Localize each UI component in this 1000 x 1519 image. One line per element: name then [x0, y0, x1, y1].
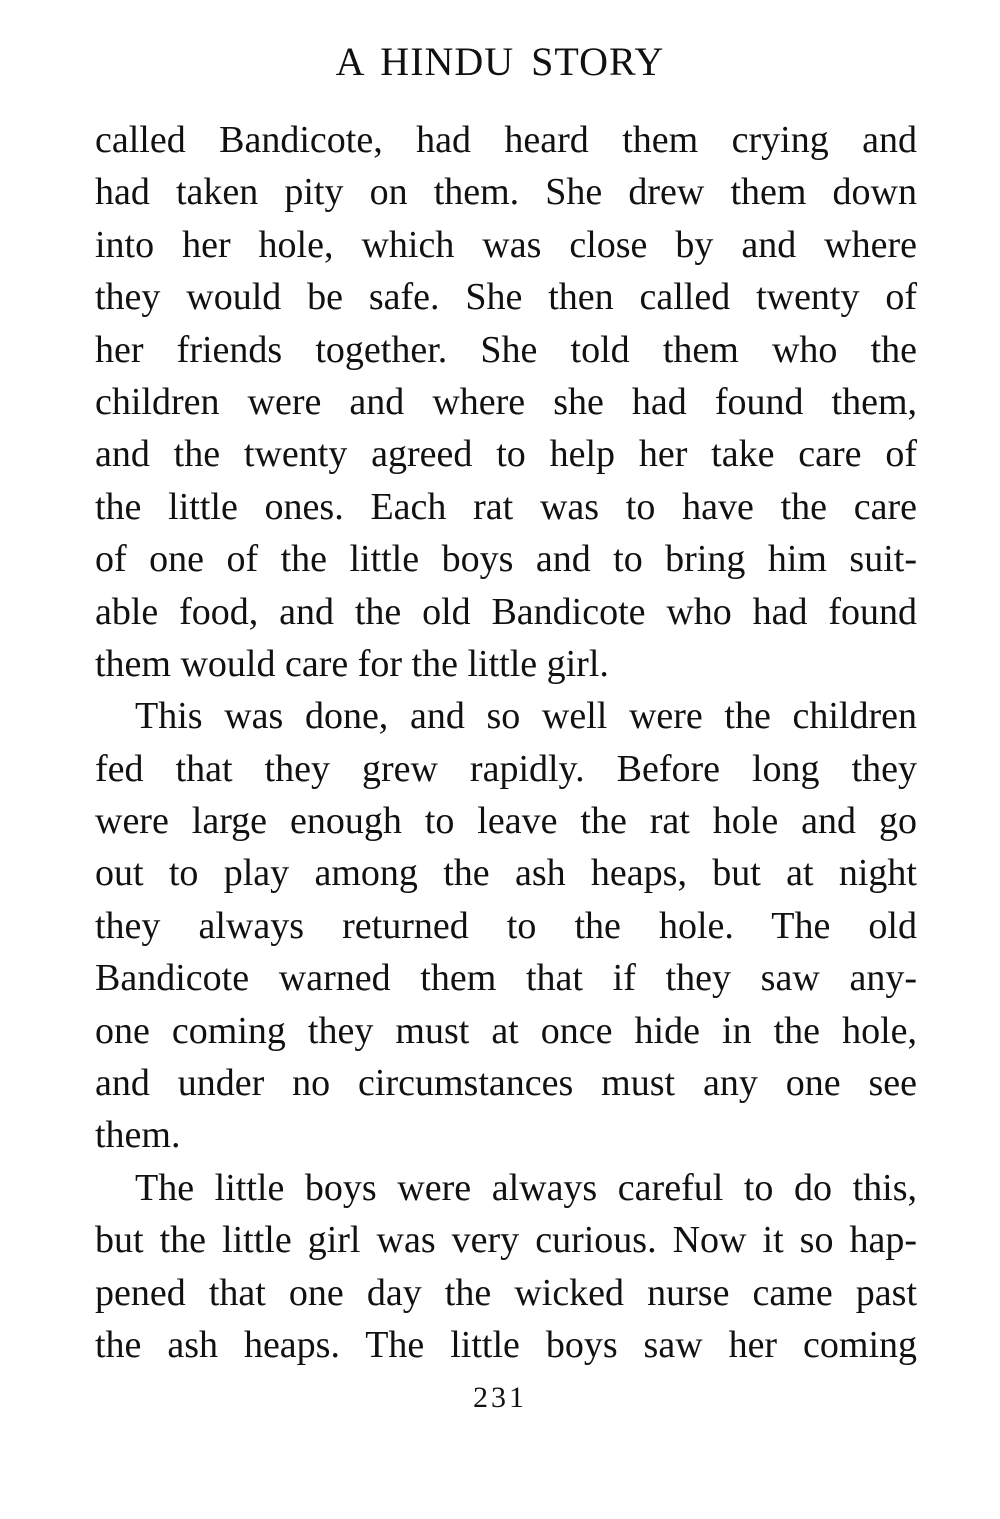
text-line: children were and where she had found them, — [95, 380, 917, 423]
text-line: of one of the little boys and to bring him suit- — [95, 538, 917, 581]
text-line: but the little girl was very curious. Now it so hap- — [95, 1219, 917, 1262]
text-line: one coming they must at once hide in the hole, — [95, 1009, 917, 1052]
paragraph-first-line: This was done, and so well were the children — [135, 695, 917, 738]
text-line: they always returned to the hole. The old — [95, 904, 917, 947]
text-line: able food, and the old Bandicote who had found — [95, 590, 917, 633]
text-line: the ash heaps. The little boys saw her coming — [95, 1323, 917, 1366]
text-line: they would be safe. She then called twenty of — [95, 276, 917, 319]
text-line: into her hole, which was close by and where — [95, 223, 917, 266]
body-text — [95, 114, 917, 1371]
text-line: pened that one day the wicked nurse came past — [95, 1271, 917, 1314]
page-number: 231 — [473, 1381, 527, 1414]
text-line: had taken pity on them. She drew them down — [95, 171, 917, 214]
running-head: A HINDU STORY — [335, 39, 665, 84]
text-line: called Bandicote, had heard them crying and — [95, 119, 917, 161]
text-line: and the twenty agreed to help her take care of — [95, 433, 917, 476]
text-line: them. — [95, 1114, 181, 1157]
text-line: and under no circumstances must any one see — [95, 1062, 917, 1105]
text-line: her friends together. She told them who the — [95, 328, 917, 371]
paragraph-first-line: The little boys were always careful to do this, — [135, 1166, 917, 1209]
text-line: the little ones. Each rat was to have the care — [95, 485, 917, 528]
text-line: them would care for the little girl. — [95, 642, 609, 685]
text-line: out to play among the ash heaps, but at night — [95, 852, 917, 895]
text-line: Bandicote warned them that if they saw any- — [95, 957, 917, 1000]
text-line: were large enough to leave the rat hole and go — [95, 800, 917, 843]
text-line: fed that they grew rapidly. Before long they — [95, 747, 917, 790]
